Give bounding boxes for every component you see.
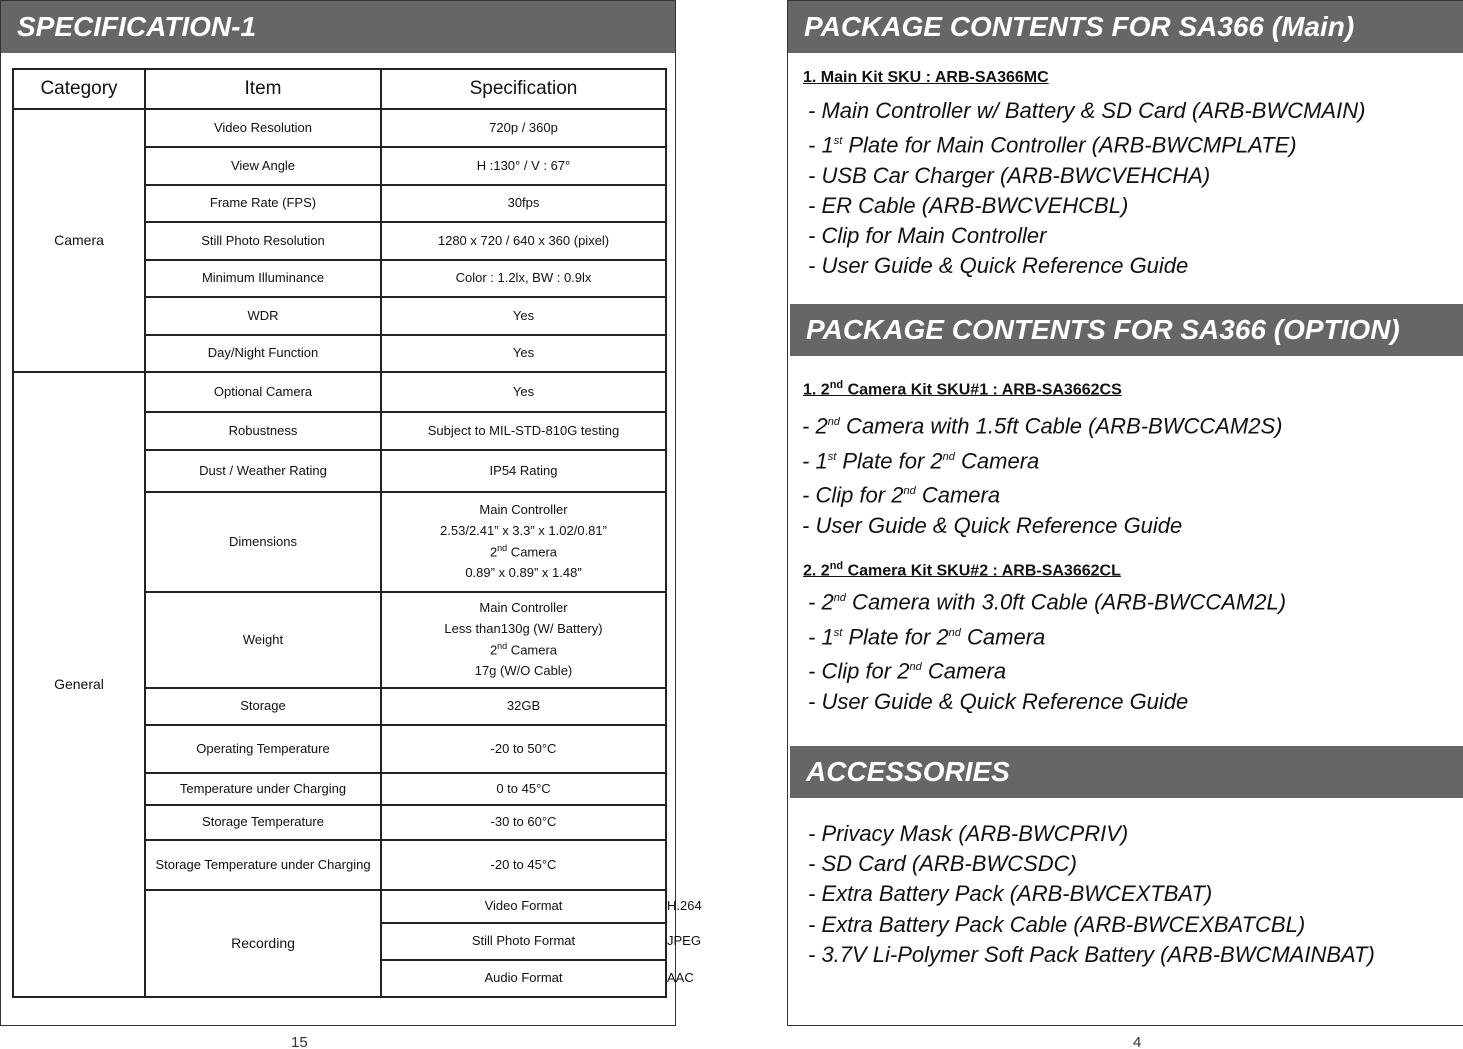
item-cell: Dimensions xyxy=(145,492,381,592)
left-page xyxy=(0,0,702,1026)
item-cell: Still Photo Resolution xyxy=(145,222,381,260)
kit1-title xyxy=(803,379,1122,399)
table-row xyxy=(13,372,666,412)
item-cell: Robustness xyxy=(145,412,381,450)
list-item-superscript: nd xyxy=(948,626,961,639)
table-row xyxy=(13,109,666,147)
list-item: - Extra Battery Pack Cable (ARB-BWCEXBATCBL) xyxy=(808,911,1306,937)
spec-cell: -20 to 45°C xyxy=(381,840,666,890)
list-item xyxy=(802,476,1283,511)
list-item-superscript: nd xyxy=(827,416,840,428)
list-item: - USB Car Charger (ARB-BWCVEHCHA) xyxy=(808,162,1211,188)
spec-cell: 32GB xyxy=(381,688,666,725)
list-item-part: Camera xyxy=(954,447,1040,473)
item-cell: View Angle xyxy=(145,147,381,185)
kit2-title-part: Camera Kit SKU#2 : ARB-SA3662CL xyxy=(843,562,1121,580)
list-item: - User Guide & Quick Reference Guide xyxy=(808,253,1189,279)
page-number-right: 4 xyxy=(1133,1034,1142,1049)
item-cell: Video Resolution xyxy=(145,109,381,147)
list-item-superscript: nd xyxy=(909,661,922,674)
item-cell: Day/Night Function xyxy=(145,335,381,372)
list-item-part: - 1 xyxy=(808,623,834,649)
list-item-part: Camera with 3.0ft Cable (ARB-BWCCAM2L) xyxy=(845,589,1287,615)
category-general: General xyxy=(13,372,145,997)
spec-line-part: 2 xyxy=(489,544,498,560)
spec-cell: -20 to 50°C xyxy=(381,725,666,773)
list-item-superscript: st xyxy=(827,450,837,463)
list-item: - 3.7V Li-Polymer Soft Pack Battery (ARB-BWCMAINBAT) xyxy=(808,941,1375,967)
list-item-superscript: st xyxy=(833,135,843,148)
list-item xyxy=(808,652,1286,687)
list-item-part: Plate for 2 xyxy=(842,623,949,649)
table-row: Recording Video Format H.264 xyxy=(13,890,666,923)
list-item: - Clip for Main Controller xyxy=(808,223,1047,249)
list-item-superscript: st xyxy=(833,626,843,639)
list-item-part: - 2 xyxy=(808,589,834,615)
spec-line: Main Controller xyxy=(479,501,568,517)
list-item-part: Plate for Main Controller (ARB-BWCMPLATE) xyxy=(842,132,1297,158)
spec-cell: IP54 Rating xyxy=(381,450,666,492)
spec-line xyxy=(382,639,665,661)
spec-line-superscript: nd xyxy=(497,543,508,554)
accessories-list xyxy=(808,819,1375,970)
list-item xyxy=(802,442,1283,477)
main-kit-title: 1. Main Kit SKU : ARB-SA366MC xyxy=(803,69,1049,86)
spec-line: Main Controller xyxy=(479,599,568,615)
spec-cell: Subject to MIL-STD-810G testing xyxy=(381,412,666,450)
spec-cell: Yes xyxy=(381,297,666,335)
spec-line-part: Camera xyxy=(507,544,558,560)
list-item: - ER Cable (ARB-BWCVEHCBL) xyxy=(808,192,1129,218)
spec-line: 2.53/2.41” x 3.3” x 1.02/0.81” xyxy=(440,522,607,538)
spec-line xyxy=(382,541,665,563)
list-item: - Extra Battery Pack (ARB-BWCEXTBAT) xyxy=(808,881,1213,907)
spec-cell: Yes xyxy=(381,372,666,412)
right-page xyxy=(787,0,1463,1026)
list-item-part: - Clip for 2 xyxy=(802,482,904,508)
list-item-part: Plate for 2 xyxy=(836,447,943,473)
category-recording: Recording xyxy=(145,890,381,997)
list-item: - Privacy Mask (ARB-BWCPRIV) xyxy=(808,821,1129,846)
item-cell: Storage xyxy=(145,688,381,725)
list-item xyxy=(802,407,1283,442)
list-item-part: - 1 xyxy=(808,132,834,158)
list-item-superscript: nd xyxy=(903,485,916,498)
item-cell: Still Photo Format xyxy=(381,923,666,960)
list-item-part: Camera xyxy=(960,623,1046,649)
table-row: Still Photo Format JPEG xyxy=(13,923,666,960)
spec-cell: H :130° / V : 67° xyxy=(381,147,666,185)
kit2-title xyxy=(803,560,1121,580)
spec-cell: Yes xyxy=(381,335,666,372)
table-header-row xyxy=(13,69,666,109)
item-cell: WDR xyxy=(145,297,381,335)
item-cell: Frame Rate (FPS) xyxy=(145,185,381,222)
specification-banner: SPECIFICATION-1 xyxy=(1,1,675,53)
list-item xyxy=(808,583,1286,618)
list-item xyxy=(808,618,1286,653)
list-item-part: Camera xyxy=(921,658,1007,684)
spec-line-superscript: nd xyxy=(497,641,508,652)
kit2-title-superscript: nd xyxy=(829,560,844,572)
list-item-part: Camera xyxy=(915,482,1001,508)
list-item-superscript: nd xyxy=(833,592,846,604)
spec-cell xyxy=(381,492,666,592)
spec-line: Less than130g (W/ Battery) xyxy=(444,620,603,636)
spec-cell: 720p / 360p xyxy=(381,109,666,147)
accessories-banner: ACCESSORIES xyxy=(790,746,1463,798)
specification-header: Specification xyxy=(381,69,666,109)
list-item-superscript: nd xyxy=(942,450,955,463)
spec-line: 17g (W/O Cable) xyxy=(474,663,573,679)
item-header: Item xyxy=(145,69,381,109)
spec-cell: Color : 1.2lx, BW : 0.9lx xyxy=(381,260,666,297)
kit2-list xyxy=(808,583,1286,717)
page-number-left: 15 xyxy=(291,1034,308,1049)
main-contents-banner: PACKAGE CONTENTS FOR SA366 (Main) xyxy=(788,1,1463,53)
list-item: - SD Card (ARB-BWCSDC) xyxy=(808,851,1077,877)
category-camera: Camera xyxy=(13,109,145,372)
item-cell: Temperature under Charging xyxy=(145,773,381,805)
list-item-part: - 2 xyxy=(802,413,828,439)
spec-line-part: 2 xyxy=(489,642,498,658)
item-cell: Video Format xyxy=(381,890,666,923)
list-item: - Main Controller w/ Battery & SD Card (ARB-BWCMAIN) xyxy=(808,98,1366,123)
list-item: - User Guide & Quick Reference Guide xyxy=(808,688,1189,714)
spec-cell: 1280 x 720 / 640 x 360 (pixel) xyxy=(381,222,666,260)
list-item-part: - Clip for 2 xyxy=(808,658,910,684)
kit2-title-part: 2. 2 xyxy=(803,562,830,580)
spec-line: 0.89” x 0.89” x 1.48” xyxy=(465,565,582,581)
item-cell: Audio Format xyxy=(381,960,666,997)
spec-cell xyxy=(381,592,666,688)
option-contents-banner: PACKAGE CONTENTS FOR SA366 (OPTION) xyxy=(790,304,1463,356)
item-cell: Dust / Weather Rating xyxy=(145,450,381,492)
list-item-part: Camera with 1.5ft Cable (ARB-BWCCAM2S) xyxy=(839,413,1283,439)
spec-line-part: Camera xyxy=(507,642,558,658)
item-cell: Operating Temperature xyxy=(145,725,381,773)
spec-cell: 0 to 45°C xyxy=(381,773,666,805)
kit1-list xyxy=(802,407,1283,541)
table-row: Audio Format AAC xyxy=(13,960,666,997)
item-cell: Optional Camera xyxy=(145,372,381,412)
item-cell: Storage Temperature xyxy=(145,805,381,840)
spec-cell: 30fps xyxy=(381,185,666,222)
item-cell: Weight xyxy=(145,592,381,688)
kit1-title-part: Camera Kit SKU#1 : ARB-SA3662CS xyxy=(843,381,1122,399)
category-header: Category xyxy=(13,69,145,109)
item-cell: Minimum Illuminance xyxy=(145,260,381,297)
list-item-part: - 1 xyxy=(802,447,828,473)
spec-cell: -30 to 60°C xyxy=(381,805,666,840)
item-cell: Storage Temperature under Charging xyxy=(145,840,381,890)
specification-table xyxy=(12,68,702,998)
list-item xyxy=(808,126,1365,161)
kit1-title-part: 1. 2 xyxy=(803,381,830,399)
main-kit-list xyxy=(808,96,1365,282)
list-item: - User Guide & Quick Reference Guide xyxy=(802,512,1183,538)
kit1-title-superscript: nd xyxy=(829,379,844,391)
